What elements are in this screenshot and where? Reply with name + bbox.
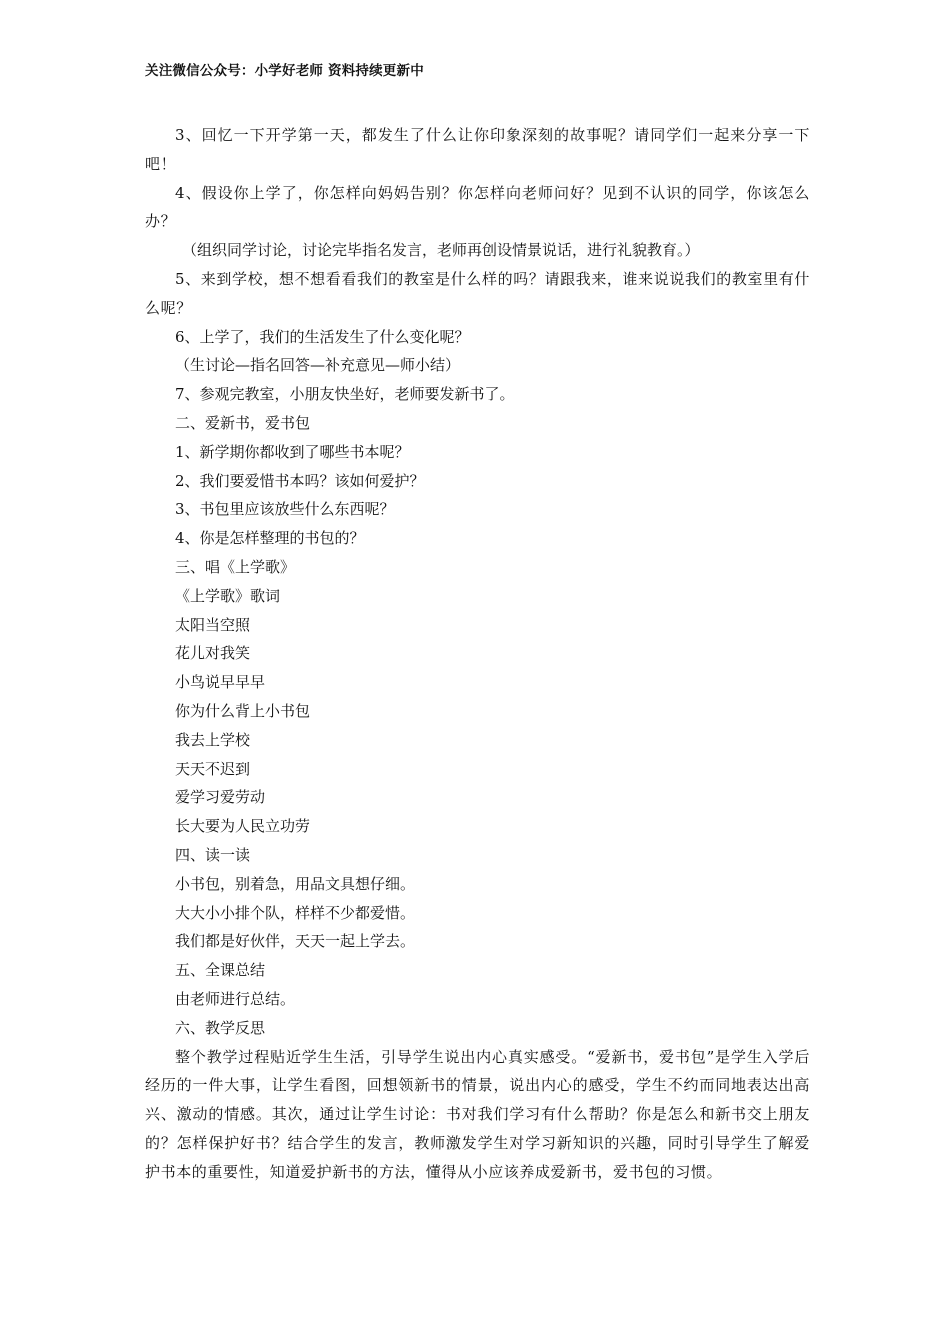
paragraph-recall-first-day: 3、回忆一下开学第一天，都发生了什么让你印象深刻的故事呢？请同学们一起来分享一下吧！ [145, 126, 810, 173]
lyric-line: 你为什么背上小书包 [175, 701, 311, 720]
section-heading-summary: 五、全课总结 [175, 961, 266, 980]
paragraph-life-changes: 6、上学了，我们的生活发生了什么变化呢？ [175, 327, 470, 346]
lyric-line: 天天不迟到 [175, 759, 251, 778]
paragraph-saying-goodbye: 4、假设你上学了，你怎样向妈妈告别？你怎样向老师问好？见到不认识的同学，你该怎么办？ [145, 183, 810, 231]
lyric-line: 小鸟说早早早 [175, 673, 266, 692]
reading-line: 我们都是好伙伴，天天一起上学去。 [175, 932, 416, 951]
lyric-line: 爱学习爱劳动 [175, 788, 266, 807]
paragraph-visit-classroom: 5、来到学校，想不想看看我们的教室是什么样的吗？请跟我来，谁来说说我们的教室里有什么呢？ [145, 269, 810, 317]
page-header-notice: 关注微信公众号：小学好老师 资料持续更新中 [145, 63, 424, 79]
section-heading-song: 三、唱《上学歌》 [175, 557, 296, 576]
question-item: 3、书包里应该放些什么东西呢？ [175, 500, 395, 519]
paragraph-discussion-flow: （生讨论—指名回答—补充意见—师小结） [175, 356, 461, 375]
lyrics-subtitle: 《上学歌》歌词 [175, 586, 281, 605]
summary-text: 由老师进行总结。 [175, 989, 296, 1008]
lyric-line: 花儿对我笑 [175, 644, 251, 663]
paragraph-discussion-note: （组织同学讨论，讨论完毕指名发言，老师再创设情景说话，进行礼貌教育。） [182, 241, 700, 260]
question-item: 2、我们要爱惜书本吗？该如何爱护？ [175, 471, 425, 490]
reading-line: 大大小小排个队，样样不少都爱惜。 [175, 903, 416, 922]
paragraph-new-books: 7、参观完教室，小朋友快坐好，老师要发新书了。 [175, 385, 515, 404]
lyric-line: 长大要为人民立功劳 [175, 817, 311, 836]
reading-line: 小书包，别着急，用品文具想仔细。 [175, 874, 416, 893]
lyric-line: 我去上学校 [175, 730, 251, 749]
section-heading-love-books: 二、爱新书，爱书包 [175, 413, 311, 432]
lyric-line: 太阳当空照 [175, 615, 251, 634]
reflection-paragraph: 整个教学过程贴近学生生活，引导学生说出内心真实感受。“爱新书，爱书包”是学生入学后经历的一件大事，让学生看图，回想领新书的情景，说出内心的感受，学生不约而同地表达出高兴、激动的情感。其次，通过让学生讨论：书对我们学习有什么帮助？你是怎么和新书交上朋友的？怎样保护好书？结合学生的发言，教师激发学生对学习新知识的兴趣，同时引导学生了解爱护书本的重要性，知道爱护新书的方法，懂得从小应该养成爱新书，爱书包的习惯。 [145, 1047, 810, 1181]
section-heading-reflection: 六、教学反思 [175, 1018, 266, 1037]
document-body [145, 121, 810, 1186]
question-item: 1、新学期你都收到了哪些书本呢？ [175, 442, 410, 461]
question-item: 4、你是怎样整理的书包的？ [175, 529, 365, 548]
section-heading-reading: 四、读一读 [175, 845, 251, 864]
